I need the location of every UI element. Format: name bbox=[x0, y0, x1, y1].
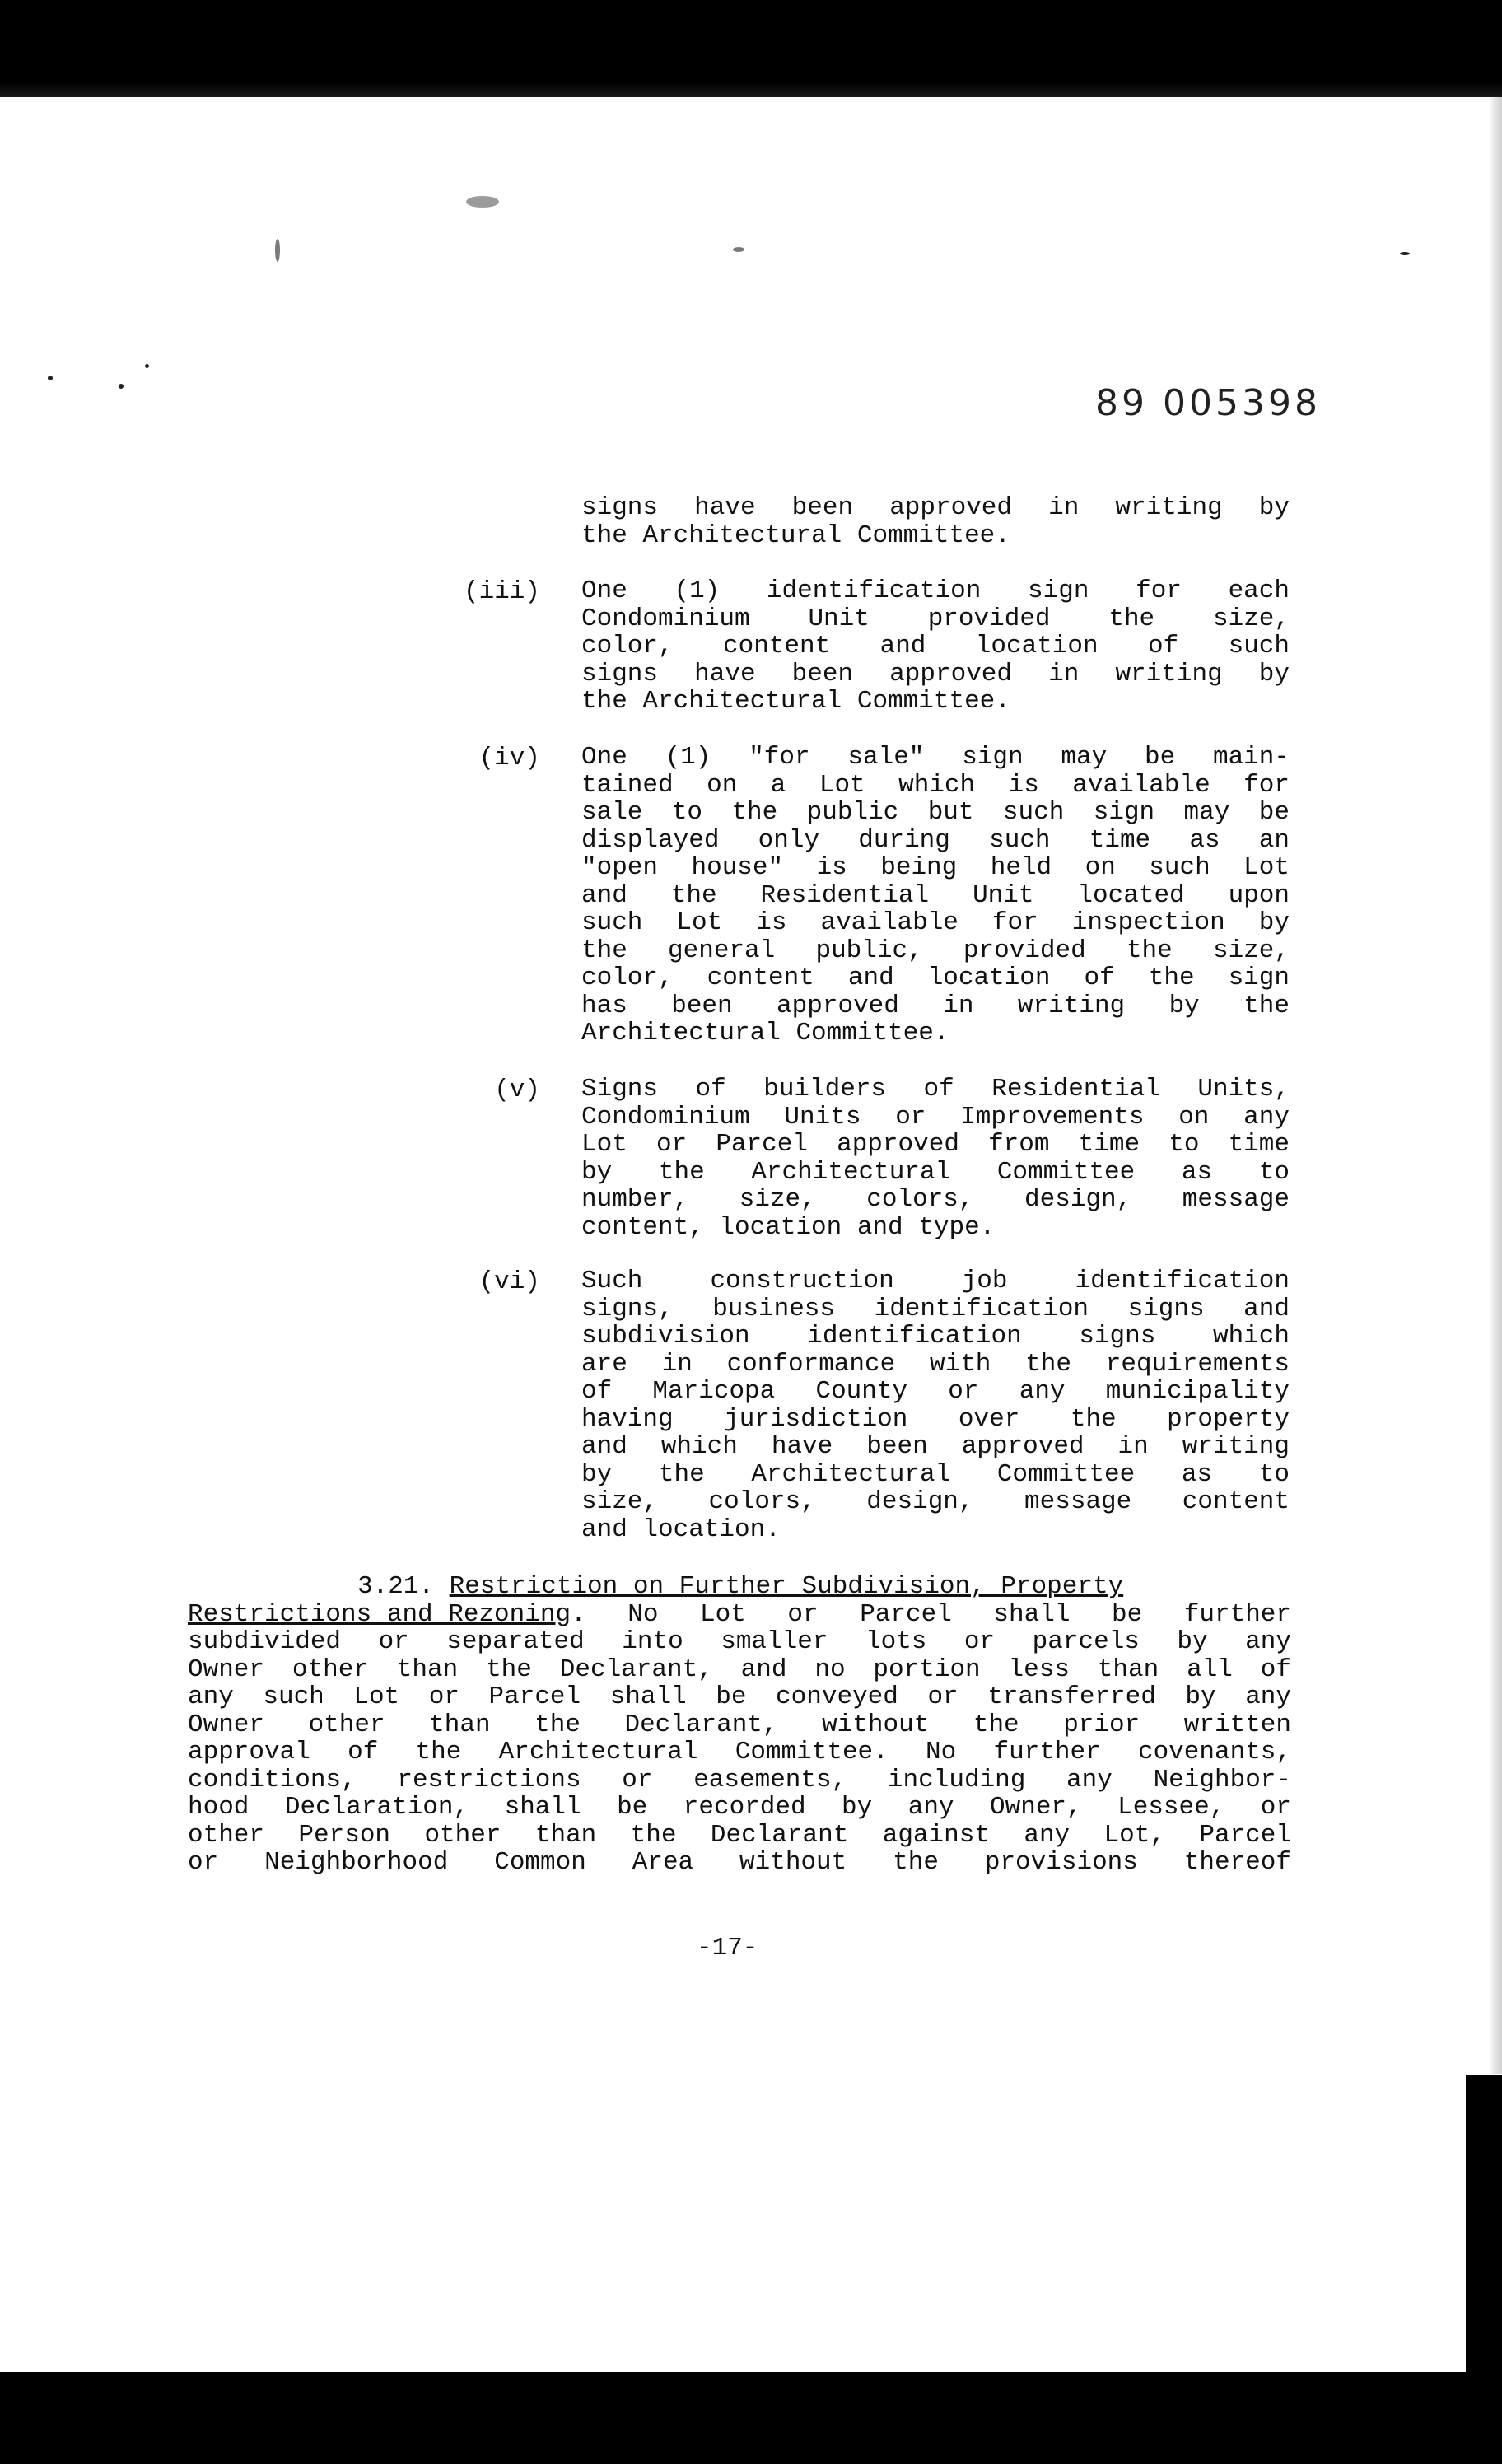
scan-border-right bbox=[1489, 97, 1502, 2074]
document-number: 89 005398 bbox=[1095, 382, 1321, 424]
text-line: the Architectural Committee. bbox=[581, 520, 1010, 550]
text-line: color, content and location of such bbox=[581, 632, 1290, 660]
scan-speck bbox=[48, 376, 53, 380]
text-line: Such construction job identification bbox=[581, 1267, 1290, 1295]
text-line: such Lot is available for inspection by bbox=[581, 908, 1290, 937]
section-number: 3.21. bbox=[357, 1572, 435, 1601]
text-line: by the Architectural Committee as to bbox=[581, 1157, 1290, 1187]
text-line: conditions, restrictions or easements, including any Neighbor- bbox=[188, 1765, 1291, 1794]
section-heading: Restriction on Further Subdivision, Property bbox=[449, 1572, 1124, 1601]
text-line: Signs of builders of Residential Units, bbox=[581, 1075, 1290, 1104]
text-line: displayed only during such time as an bbox=[581, 825, 1290, 855]
text-line: signs have been approved in writing by bbox=[581, 493, 1290, 522]
text-line: tained on a Lot which is available for bbox=[581, 770, 1290, 800]
text-line: Owner other than the Declarant, and no portion less than all of bbox=[188, 1654, 1291, 1684]
text-line: subdivided or separated into smaller lots or parcels by any bbox=[188, 1627, 1291, 1656]
text-line: and which have been approved in writing bbox=[581, 1432, 1290, 1461]
text-line: "open house" is being held on such Lot bbox=[581, 853, 1290, 882]
text-line: and location. bbox=[581, 1514, 781, 1544]
text-line: of Maricopa County or any municipality bbox=[581, 1377, 1290, 1406]
section-3-21 bbox=[188, 1573, 1291, 1877]
section-heading-cont: Restrictions and Rezoning bbox=[188, 1599, 571, 1629]
text-line: size, colors, design, message content bbox=[581, 1487, 1290, 1516]
text-line: subdivision identification signs which bbox=[581, 1322, 1290, 1351]
scan-speck bbox=[1400, 252, 1410, 255]
text-line: One (1) "for sale" sign may be main- bbox=[581, 743, 1290, 772]
section-text: . No Lot or Parcel shall be further bbox=[571, 1599, 1291, 1629]
text-line: Lot or Parcel approved from time to time bbox=[581, 1130, 1290, 1159]
text-line: number, size, colors, design, message bbox=[581, 1185, 1290, 1214]
scan-speck bbox=[119, 384, 124, 389]
item-label-iv: (iv) bbox=[478, 744, 540, 772]
text-line: content, location and type. bbox=[581, 1212, 996, 1242]
item-label-iii: (iii) bbox=[463, 577, 540, 606]
scan-speck bbox=[466, 196, 499, 208]
section-heading-line bbox=[188, 1601, 1291, 1629]
text-line: hood Declaration, shall be recorded by any Owner, Lessee, or bbox=[188, 1793, 1291, 1822]
text-line: by the Architectural Committee as to bbox=[581, 1459, 1290, 1489]
text-line: One (1) identification sign for each bbox=[581, 576, 1290, 605]
item-iii-text bbox=[581, 577, 1290, 716]
page-number: -17- bbox=[697, 1934, 758, 1962]
item-vi-text bbox=[581, 1267, 1290, 1543]
scan-border-right-lower bbox=[1466, 2075, 1502, 2421]
item-label-vi: (vi) bbox=[478, 1267, 540, 1296]
item-v-text bbox=[581, 1076, 1290, 1241]
text-line: sale to the public but such sign may be bbox=[581, 798, 1290, 827]
text-line: approval of the Architectural Committee. No further covenants, bbox=[188, 1738, 1291, 1766]
text-line: Condominium Unit provided the size, bbox=[581, 604, 1290, 633]
text-line: are in conformance with the requirements bbox=[581, 1349, 1290, 1379]
section-heading-line bbox=[188, 1573, 1291, 1601]
text-line: Owner other than the Declarant, without the prior written bbox=[188, 1710, 1291, 1739]
text-line: the Architectural Committee. bbox=[581, 687, 1010, 716]
text-line: signs, business identification signs and bbox=[581, 1294, 1290, 1323]
text-line: or Neighborhood Common Area without the provisions thereof bbox=[188, 1848, 1291, 1877]
scan-speck bbox=[145, 364, 149, 368]
text-line: color, content and location of the sign bbox=[581, 964, 1290, 992]
scan-border-top bbox=[0, 0, 1502, 97]
text-line: Condominium Units or Improvements on any bbox=[581, 1102, 1290, 1132]
text-line: has been approved in writing by the bbox=[581, 991, 1290, 1020]
text-line: and the Residential Unit located upon bbox=[581, 880, 1290, 910]
scan-speck bbox=[275, 239, 280, 262]
text-line: signs have been approved in writing by bbox=[581, 659, 1290, 688]
text-line: any such Lot or Parcel shall be conveyed or transferred by any bbox=[188, 1682, 1291, 1711]
continuation-text bbox=[581, 494, 1290, 549]
scan-speck bbox=[733, 247, 744, 252]
text-line: Architectural Committee. bbox=[581, 1019, 949, 1048]
text-line: the general public, provided the size, bbox=[581, 936, 1290, 965]
text-line: having jurisdiction over the property bbox=[581, 1404, 1290, 1434]
item-label-v: (v) bbox=[494, 1076, 540, 1104]
item-iv-text bbox=[581, 744, 1290, 1048]
text-line: other Person other than the Declarant against any Lot, Parcel bbox=[188, 1820, 1291, 1850]
scan-border-bottom bbox=[0, 2372, 1502, 2464]
